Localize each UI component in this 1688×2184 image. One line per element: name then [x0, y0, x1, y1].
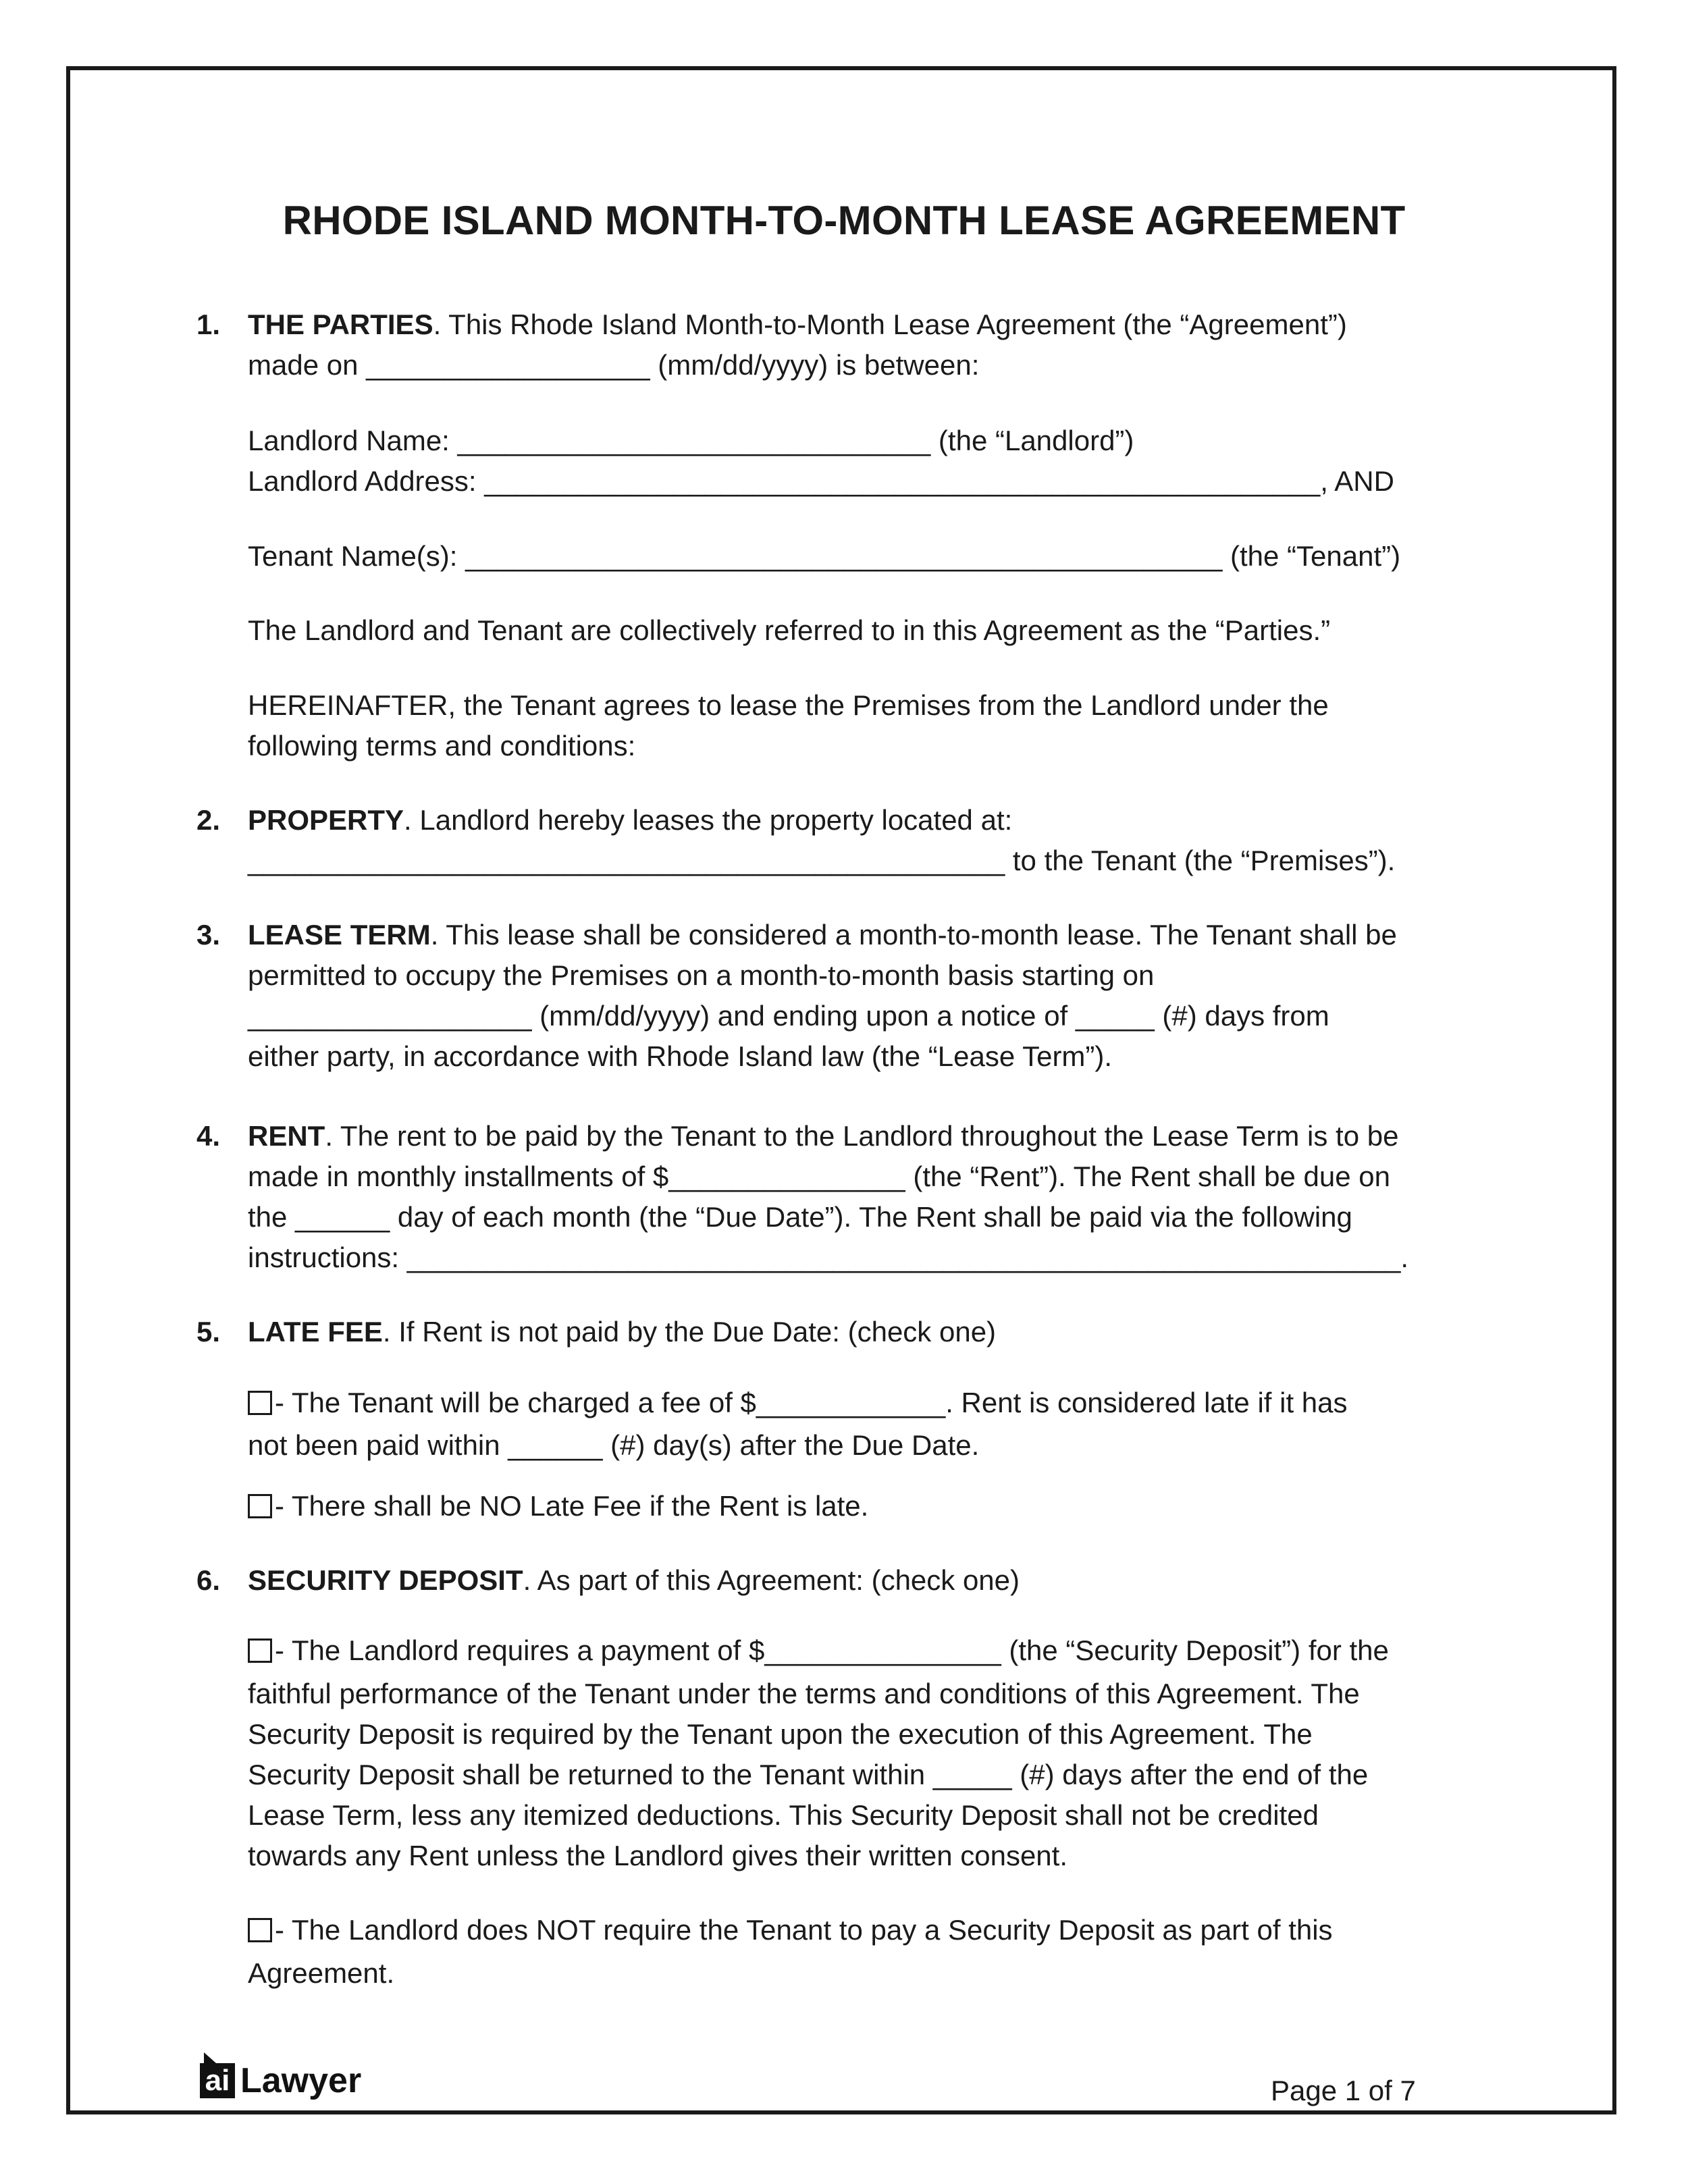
late-fee-option-2 — [248, 1492, 868, 1520]
section-number: 5. — [196, 1316, 221, 1348]
section-3-line-3: __________________ (mm/dd/yyyy) and ending upon a notice of _____ (#) days from — [248, 1000, 1329, 1032]
late-fee-checkbox-1[interactable] — [248, 1391, 272, 1415]
deposit-option-1-line-6: towards any Rent unless the Landlord gives their written consent. — [248, 1840, 1068, 1871]
section-4-line-3: the ______ day of each month (the “Due Date”). The Rent shall be paid via the following — [248, 1201, 1352, 1233]
section-text: . This Rhode Island Month-to-Month Lease Agreement (the “Agreement”) — [433, 309, 1347, 340]
section-text: . The rent to be paid by the Tenant to the Landlord throughout the Lease Term is to be — [325, 1120, 1399, 1152]
section-heading: LEASE TERM — [248, 919, 431, 951]
landlord-address-line: Landlord Address: _____________________________________________________, AND — [248, 465, 1394, 497]
deposit-option-1 — [248, 1636, 1389, 1665]
section-text: . If Rent is not paid by the Due Date: (check one) — [382, 1316, 997, 1348]
section-1-line-2: made on __________________ (mm/dd/yyyy) is between: — [248, 349, 980, 381]
section-1-line-1 — [248, 311, 1347, 339]
section-heading: LATE FEE — [248, 1316, 383, 1348]
option-text: - The Landlord does NOT require the Tenant to pay a Security Deposit as part of this — [275, 1914, 1333, 1946]
section-2-line-1 — [248, 806, 1012, 834]
landlord-name-line: Landlord Name: ______________________________ (the “Landlord”) — [248, 425, 1134, 456]
tenant-names-line: Tenant Name(s): ________________________________________________ (the “Tenant”) — [248, 540, 1401, 572]
section-number: 1. — [196, 309, 221, 340]
deposit-option-2-line-2: Agreement. — [248, 1957, 395, 1989]
deposit-option-2 — [248, 1916, 1333, 1944]
hereinafter-line-1: HEREINAFTER, the Tenant agrees to lease the Premises from the Landlord under the — [248, 689, 1329, 721]
section-6-line-1 — [248, 1566, 1020, 1595]
section-2-line-2: ________________________________________________ to the Tenant (the “Premises”). — [248, 845, 1396, 876]
late-fee-option-1-line-2: not been paid within ______ (#) day(s) after the Due Date. — [248, 1429, 980, 1461]
section-heading: THE PARTIES — [248, 309, 433, 340]
section-5-line-1 — [248, 1318, 996, 1346]
section-number: 6. — [196, 1564, 221, 1596]
option-text: - The Landlord requires a payment of $_______________ (the “Security Deposit”) for the — [275, 1634, 1389, 1666]
section-4-line-1 — [248, 1122, 1398, 1150]
deposit-option-1-line-2: faithful performance of the Tenant under the terms and conditions of this Agreement. The — [248, 1678, 1360, 1709]
document-title: RHODE ISLAND MONTH-TO-MONTH LEASE AGREEMENT — [282, 198, 1406, 243]
logo-mark: ai — [200, 2063, 235, 2098]
section-heading: RENT — [248, 1120, 325, 1152]
option-text: - The Tenant will be charged a fee of $____________. Rent is considered late if it has — [275, 1387, 1348, 1418]
deposit-checkbox-1[interactable] — [248, 1639, 272, 1663]
option-text: - There shall be NO Late Fee if the Rent is late. — [275, 1490, 869, 1522]
deposit-checkbox-2[interactable] — [248, 1918, 272, 1942]
section-3-line-1 — [248, 921, 1397, 949]
page-number: Page 1 of 7 — [1271, 2075, 1416, 2106]
section-3-line-4: either party, in accordance with Rhode Island law (the “Lease Term”). — [248, 1040, 1113, 1072]
deposit-option-1-line-4: Security Deposit shall be returned to the Tenant within _____ (#) days after the end of the — [248, 1759, 1369, 1790]
section-number: 3. — [196, 919, 221, 951]
section-4-line-4: instructions: _______________________________________________________________. — [248, 1242, 1409, 1273]
section-3-line-2: permitted to occupy the Premises on a month-to-month basis starting on — [248, 959, 1155, 991]
section-heading: SECURITY DEPOSIT — [248, 1564, 523, 1596]
ailawyer-logo — [200, 2050, 361, 2098]
section-text: . As part of this Agreement: (check one) — [523, 1564, 1020, 1596]
section-number: 4. — [196, 1120, 221, 1152]
late-fee-checkbox-2[interactable] — [248, 1494, 272, 1518]
section-number: 2. — [196, 804, 221, 836]
section-heading: PROPERTY — [248, 804, 404, 836]
parties-definition: The Landlord and Tenant are collectively referred to in this Agreement as the “Parties.” — [248, 614, 1331, 646]
section-text: . This lease shall be considered a month-to-month lease. The Tenant shall be — [430, 919, 1397, 951]
hereinafter-line-2: following terms and conditions: — [248, 730, 636, 762]
deposit-option-1-line-3: Security Deposit is required by the Tenant upon the execution of this Agreement. The — [248, 1718, 1313, 1750]
late-fee-option-1 — [248, 1389, 1348, 1417]
section-4-line-2: made in monthly installments of $_______________ (the “Rent”). The Rent shall be due on — [248, 1161, 1390, 1192]
deposit-option-1-line-5: Lease Term, less any itemized deductions. This Security Deposit shall not be credited — [248, 1799, 1319, 1831]
logo-wordmark: Lawyer — [240, 2061, 362, 2100]
section-text: . Landlord hereby leases the property located at: — [404, 804, 1013, 836]
